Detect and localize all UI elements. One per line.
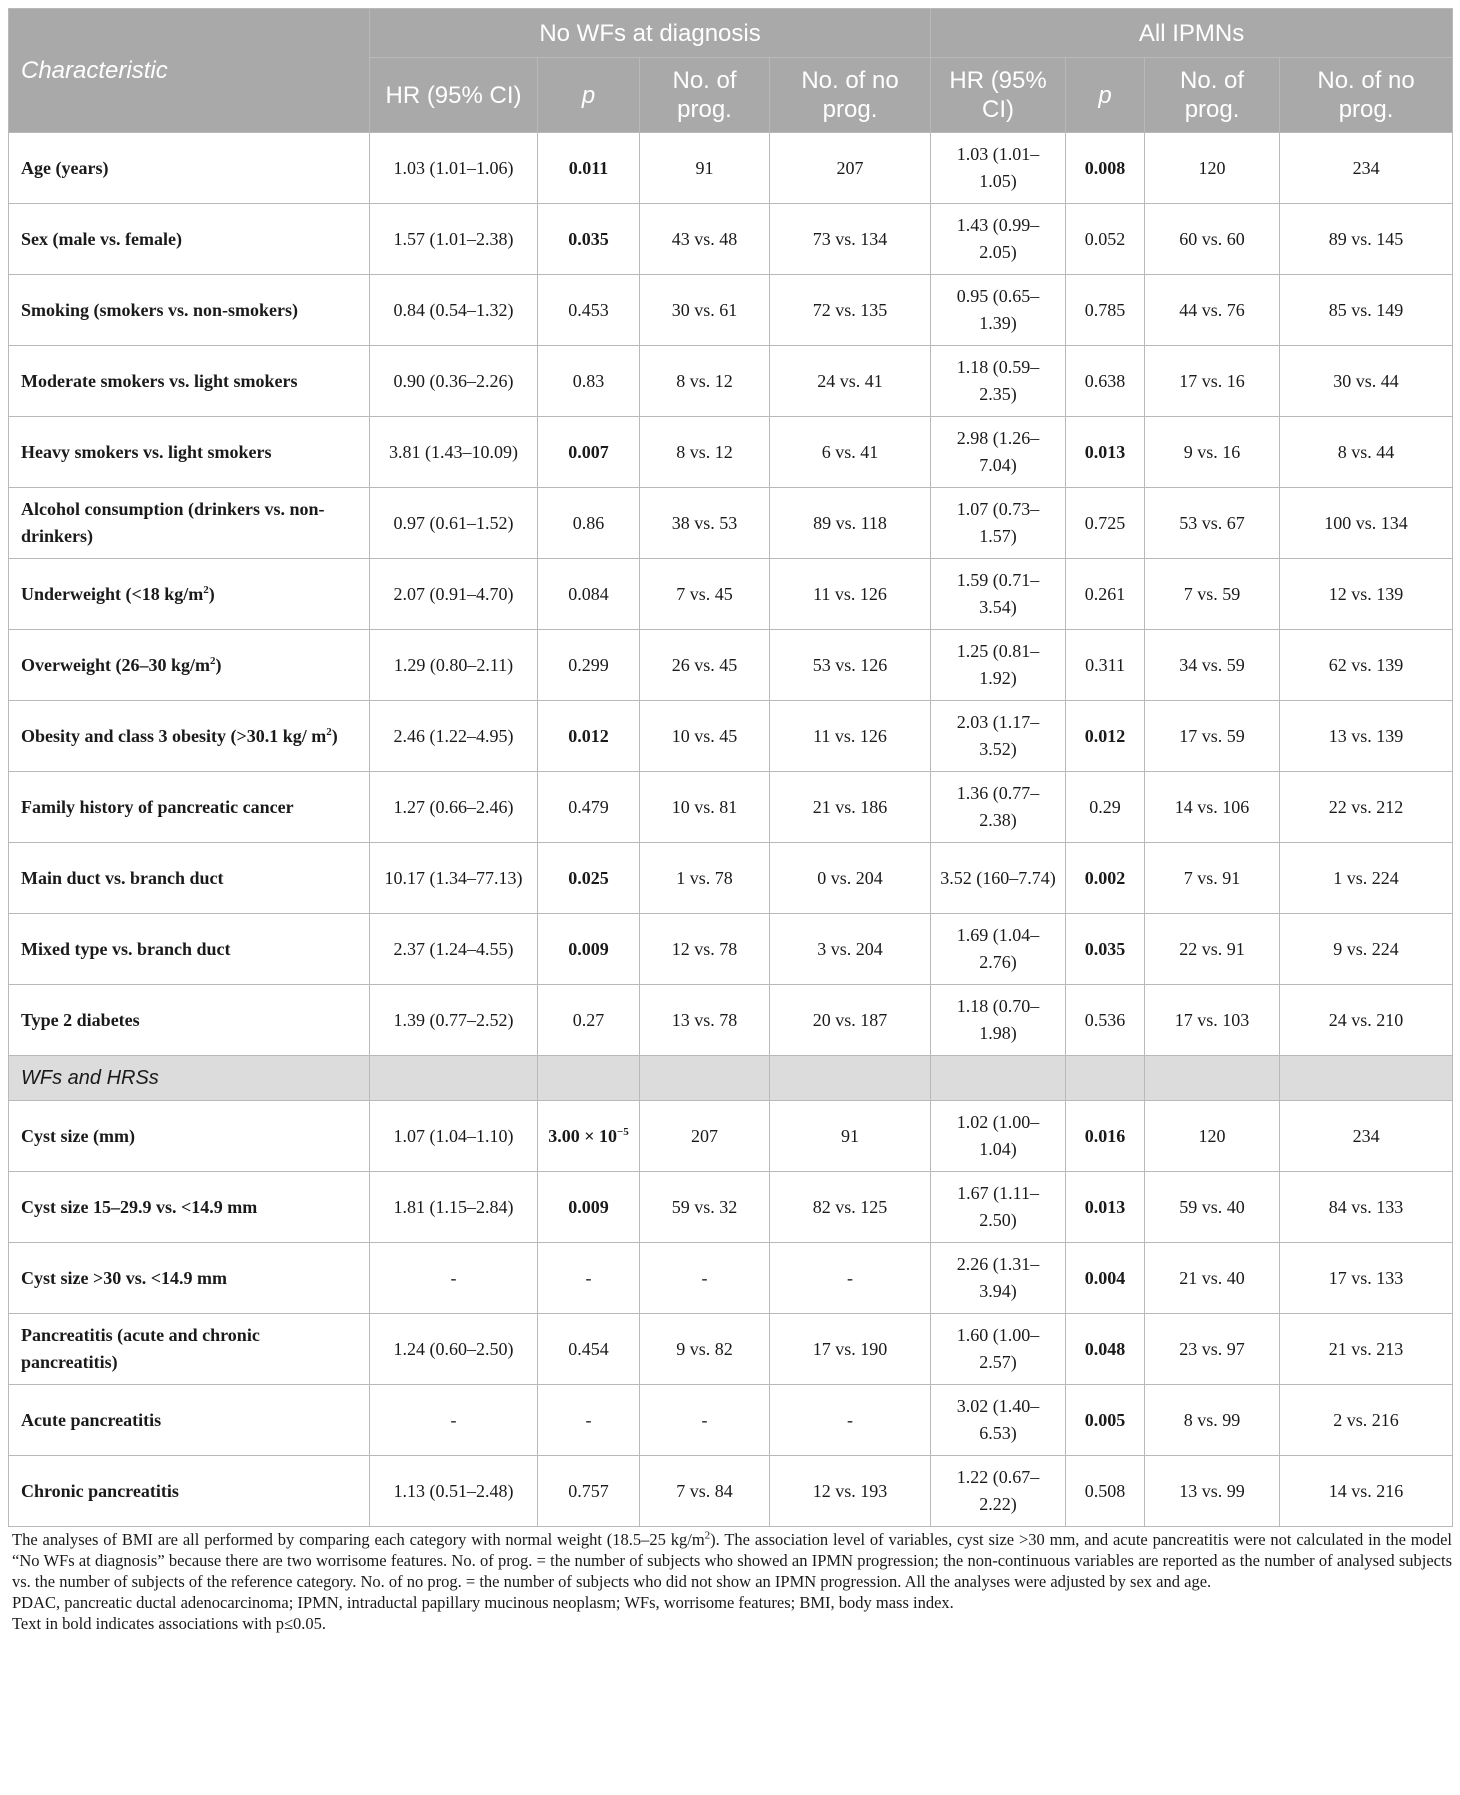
header-prog-2: No. of prog. <box>1145 58 1280 133</box>
table-row <box>9 630 1453 701</box>
table-row <box>9 204 1453 275</box>
prog-no-wfs: 10 vs. 45 <box>640 701 770 772</box>
p-no-wfs-bold: 0.007 <box>568 441 609 462</box>
hr-all-ipmns: 0.95 (0.65–1.39) <box>931 275 1066 346</box>
section-empty-cell <box>640 1056 770 1101</box>
noprog-all-ipmns: 21 vs. 213 <box>1280 1314 1453 1385</box>
row-label <box>9 275 370 346</box>
hr-all-ipmns: 1.67 (1.11–2.50) <box>931 1172 1066 1243</box>
hr-no-wfs: 2.37 (1.24–4.55) <box>370 914 538 985</box>
noprog-no-wfs: 6 vs. 41 <box>770 417 931 488</box>
table-row <box>9 417 1453 488</box>
noprog-all-ipmns: 62 vs. 139 <box>1280 630 1453 701</box>
section-empty-cell <box>931 1056 1066 1101</box>
hr-no-wfs: 1.39 (0.77–2.52) <box>370 985 538 1056</box>
table-row <box>9 1314 1453 1385</box>
p-no-wfs <box>538 701 640 772</box>
hr-no-wfs: 1.57 (1.01–2.38) <box>370 204 538 275</box>
noprog-all-ipmns: 22 vs. 212 <box>1280 772 1453 843</box>
row-label <box>9 133 370 204</box>
hr-no-wfs: - <box>370 1243 538 1314</box>
p-no-wfs-sup: −5 <box>616 1125 629 1138</box>
prog-all-ipmns: 120 <box>1145 1101 1280 1172</box>
section-empty-cell <box>1066 1056 1145 1101</box>
hr-no-wfs: 3.81 (1.43–10.09) <box>370 417 538 488</box>
p-no-wfs <box>538 417 640 488</box>
prog-all-ipmns: 9 vs. 16 <box>1145 417 1280 488</box>
hr-all-ipmns: 1.02 (1.00–1.04) <box>931 1101 1066 1172</box>
p-no-wfs <box>538 133 640 204</box>
p-no-wfs <box>538 1101 640 1172</box>
row-label <box>9 630 370 701</box>
p-all-ipmns-bold: 0.048 <box>1084 1338 1126 1359</box>
hr-all-ipmns: 1.22 (0.67–2.22) <box>931 1456 1066 1527</box>
noprog-no-wfs: 12 vs. 193 <box>770 1456 931 1527</box>
row-label <box>9 1172 370 1243</box>
section-empty-cell <box>770 1056 931 1101</box>
hr-no-wfs: 2.07 (0.91–4.70) <box>370 559 538 630</box>
prog-no-wfs: 1 vs. 78 <box>640 843 770 914</box>
row-label <box>9 559 370 630</box>
prog-all-ipmns: 7 vs. 59 <box>1145 559 1280 630</box>
row-label-text: Mixed type vs. branch duct <box>21 938 231 959</box>
prog-no-wfs: 26 vs. 45 <box>640 630 770 701</box>
hr-no-wfs: 0.84 (0.54–1.32) <box>370 275 538 346</box>
noprog-no-wfs: 82 vs. 125 <box>770 1172 931 1243</box>
noprog-all-ipmns: 17 vs. 133 <box>1280 1243 1453 1314</box>
hr-all-ipmns: 1.36 (0.77–2.38) <box>931 772 1066 843</box>
row-label-text: Moderate smokers vs. light smokers <box>21 370 298 391</box>
hr-all-ipmns: 1.18 (0.70–1.98) <box>931 985 1066 1056</box>
row-label-text: Main duct vs. branch duct <box>21 867 224 888</box>
p-all-ipmns: 0.638 <box>1066 346 1145 417</box>
p-all-ipmns <box>1066 1243 1145 1314</box>
prog-no-wfs: 30 vs. 61 <box>640 275 770 346</box>
p-all-ipmns: 0.261 <box>1066 559 1145 630</box>
p-no-wfs: 0.83 <box>538 346 640 417</box>
prog-no-wfs: 91 <box>640 133 770 204</box>
section-title: WFs and HRSs <box>9 1056 370 1101</box>
noprog-all-ipmns: 234 <box>1280 1101 1453 1172</box>
p-all-ipmns <box>1066 701 1145 772</box>
prog-all-ipmns: 17 vs. 103 <box>1145 985 1280 1056</box>
p-all-ipmns: 0.311 <box>1066 630 1145 701</box>
section-empty-cell <box>1145 1056 1280 1101</box>
prog-no-wfs: 12 vs. 78 <box>640 914 770 985</box>
noprog-no-wfs: 3 vs. 204 <box>770 914 931 985</box>
p-all-ipmns-bold: 0.013 <box>1084 441 1126 462</box>
hr-no-wfs: 0.97 (0.61–1.52) <box>370 488 538 559</box>
section-empty-cell <box>370 1056 538 1101</box>
p-no-wfs: 0.479 <box>538 772 640 843</box>
table-row <box>9 914 1453 985</box>
row-label <box>9 1101 370 1172</box>
table-row <box>9 1101 1453 1172</box>
header-noprog-2: No. of no prog. <box>1280 58 1453 133</box>
p-no-wfs: 0.757 <box>538 1456 640 1527</box>
row-label-text: Family history of pancreatic cancer <box>21 796 294 817</box>
prog-all-ipmns: 22 vs. 91 <box>1145 914 1280 985</box>
row-label-text: Cyst size 15–29.9 vs. <14.9 mm <box>21 1196 258 1217</box>
noprog-all-ipmns: 24 vs. 210 <box>1280 985 1453 1056</box>
hr-no-wfs: 1.29 (0.80–2.11) <box>370 630 538 701</box>
p-no-wfs: - <box>538 1243 640 1314</box>
noprog-no-wfs: 24 vs. 41 <box>770 346 931 417</box>
table-row <box>9 346 1453 417</box>
hr-no-wfs: 10.17 (1.34–77.13) <box>370 843 538 914</box>
noprog-no-wfs: 11 vs. 126 <box>770 701 931 772</box>
header-hr-1: HR (95% CI) <box>370 58 538 133</box>
p-all-ipmns <box>1066 1172 1145 1243</box>
row-label-text: Alcohol consumption (drinkers vs. non-drinkers) <box>21 499 325 546</box>
prog-all-ipmns: 23 vs. 97 <box>1145 1314 1280 1385</box>
row-label-text: Underweight (<18 kg/m <box>21 583 204 604</box>
results-table <box>8 8 1453 1527</box>
footnote-abbreviations: PDAC, pancreatic ductal adenocarcinoma; IPMN, intraductal papillary mucinous neoplasm; WFs, worrisome features; BMI, body mass index. <box>12 1593 954 1612</box>
noprog-all-ipmns: 9 vs. 224 <box>1280 914 1453 985</box>
prog-all-ipmns: 34 vs. 59 <box>1145 630 1280 701</box>
row-label-sup: 2 <box>326 725 332 738</box>
hr-all-ipmns: 2.98 (1.26–7.04) <box>931 417 1066 488</box>
hr-no-wfs: 0.90 (0.36–2.26) <box>370 346 538 417</box>
prog-all-ipmns: 21 vs. 40 <box>1145 1243 1280 1314</box>
footnote-bmi-b: ). The association level of variables, cyst size >30 mm, and acute pancreatitis were not calculated in the model “No WFs at diagnosis” because there are two worrisome features. No. of prog. = the number of subjects who showed an IPMN progression; the non-continuous variables are reported as the number of analysed subjects vs. the number of subjects of the reference category. No. of no prog. = the number of subjects who did not show an IPMN progression. All the analyses were adjusted by sex and age. <box>12 1530 1452 1591</box>
hr-all-ipmns: 1.69 (1.04–2.76) <box>931 914 1066 985</box>
row-label <box>9 346 370 417</box>
prog-all-ipmns: 59 vs. 40 <box>1145 1172 1280 1243</box>
p-no-wfs-base: 3.00 × 10 <box>548 1125 617 1146</box>
hr-no-wfs: - <box>370 1385 538 1456</box>
row-label <box>9 1243 370 1314</box>
header-p-2-text: p <box>1098 81 1112 109</box>
p-no-wfs: 0.453 <box>538 275 640 346</box>
p-all-ipmns: 0.052 <box>1066 204 1145 275</box>
row-label-sup: 2 <box>203 583 209 596</box>
hr-no-wfs: 1.27 (0.66–2.46) <box>370 772 538 843</box>
prog-no-wfs: - <box>640 1385 770 1456</box>
hr-all-ipmns: 1.18 (0.59–2.35) <box>931 346 1066 417</box>
p-all-ipmns <box>1066 133 1145 204</box>
noprog-all-ipmns: 89 vs. 145 <box>1280 204 1453 275</box>
hr-no-wfs: 1.07 (1.04–1.10) <box>370 1101 538 1172</box>
table-row <box>9 772 1453 843</box>
p-no-wfs: 0.86 <box>538 488 640 559</box>
p-all-ipmns-bold: 0.005 <box>1084 1409 1126 1430</box>
p-no-wfs: - <box>538 1385 640 1456</box>
table-row <box>9 843 1453 914</box>
p-no-wfs <box>538 1172 640 1243</box>
row-label-text: Pancreatitis (acute and chronic pancreatitis) <box>21 1325 260 1372</box>
row-label <box>9 914 370 985</box>
row-label-sup: 2 <box>209 654 216 667</box>
footnote-bmi-sup: 2 <box>704 1529 711 1542</box>
p-all-ipmns <box>1066 914 1145 985</box>
hr-no-wfs: 1.13 (0.51–2.48) <box>370 1456 538 1527</box>
table-row <box>9 701 1453 772</box>
prog-no-wfs: 9 vs. 82 <box>640 1314 770 1385</box>
noprog-no-wfs: 0 vs. 204 <box>770 843 931 914</box>
table-footnotes <box>8 1529 1452 1634</box>
noprog-all-ipmns: 1 vs. 224 <box>1280 843 1453 914</box>
noprog-no-wfs: 207 <box>770 133 931 204</box>
row-label <box>9 1385 370 1456</box>
noprog-all-ipmns: 84 vs. 133 <box>1280 1172 1453 1243</box>
p-no-wfs-bold: 0.009 <box>568 938 609 959</box>
header-noprog-1: No. of no prog. <box>770 58 931 133</box>
prog-no-wfs: 59 vs. 32 <box>640 1172 770 1243</box>
p-all-ipmns <box>1066 417 1145 488</box>
p-all-ipmns-bold: 0.012 <box>1084 725 1126 746</box>
row-label <box>9 772 370 843</box>
prog-all-ipmns: 17 vs. 16 <box>1145 346 1280 417</box>
p-all-ipmns: 0.508 <box>1066 1456 1145 1527</box>
prog-all-ipmns: 53 vs. 67 <box>1145 488 1280 559</box>
p-all-ipmns <box>1066 1385 1145 1456</box>
footnote-bmi-a: The analyses of BMI are all performed by comparing each category with normal weight (18.5–25 kg/m <box>12 1530 705 1549</box>
section-row <box>9 1056 1453 1101</box>
header-p-2 <box>1066 58 1145 133</box>
header-hr-2: HR (95% CI) <box>931 58 1066 133</box>
p-no-wfs: 0.27 <box>538 985 640 1056</box>
p-no-wfs-bold: 0.011 <box>568 157 609 178</box>
table-row <box>9 559 1453 630</box>
footnote-bold: Text in bold indicates associations with p≤0.05. <box>12 1614 327 1633</box>
noprog-all-ipmns: 8 vs. 44 <box>1280 417 1453 488</box>
row-label <box>9 488 370 559</box>
row-label-text: Heavy smokers vs. light smokers <box>21 441 272 462</box>
table-row <box>9 488 1453 559</box>
p-no-wfs-bold: 0.035 <box>568 228 609 249</box>
hr-no-wfs: 1.24 (0.60–2.50) <box>370 1314 538 1385</box>
table-body <box>9 133 1453 1527</box>
p-no-wfs-bold: 0.009 <box>568 1196 609 1217</box>
p-all-ipmns-bold: 0.013 <box>1084 1196 1126 1217</box>
p-all-ipmns-bold: 0.016 <box>1084 1125 1126 1146</box>
section-empty-cell <box>538 1056 640 1101</box>
p-no-wfs <box>538 204 640 275</box>
footnote-bmi <box>12 1529 1452 1592</box>
row-label-text: Cyst size (mm) <box>21 1125 135 1146</box>
hr-all-ipmns: 1.43 (0.99–2.05) <box>931 204 1066 275</box>
prog-all-ipmns: 17 vs. 59 <box>1145 701 1280 772</box>
prog-all-ipmns: 7 vs. 91 <box>1145 843 1280 914</box>
p-all-ipmns: 0.785 <box>1066 275 1145 346</box>
hr-no-wfs: 1.81 (1.15–2.84) <box>370 1172 538 1243</box>
noprog-all-ipmns: 14 vs. 216 <box>1280 1456 1453 1527</box>
hr-no-wfs: 2.46 (1.22–4.95) <box>370 701 538 772</box>
table-header <box>9 9 1453 133</box>
p-no-wfs-bold <box>548 1126 629 1146</box>
hr-all-ipmns: 3.52 (160–7.74) <box>931 843 1066 914</box>
header-p-1-text: p <box>581 81 596 109</box>
p-all-ipmns-bold: 0.008 <box>1084 157 1126 178</box>
noprog-no-wfs: 21 vs. 186 <box>770 772 931 843</box>
noprog-no-wfs: - <box>770 1243 931 1314</box>
prog-all-ipmns: 44 vs. 76 <box>1145 275 1280 346</box>
row-label-tail: ) <box>331 725 338 746</box>
section-empty-cell <box>1280 1056 1453 1101</box>
p-no-wfs <box>538 914 640 985</box>
header-group-all-ipmns: All IPMNs <box>931 9 1453 58</box>
row-label-text: Sex (male vs. female) <box>21 228 182 249</box>
header-group-no-wfs: No WFs at diagnosis <box>370 9 931 58</box>
prog-no-wfs: 8 vs. 12 <box>640 417 770 488</box>
prog-all-ipmns: 14 vs. 106 <box>1145 772 1280 843</box>
row-label-text: Chronic pancreatitis <box>21 1480 179 1501</box>
prog-all-ipmns: 120 <box>1145 133 1280 204</box>
hr-all-ipmns: 3.02 (1.40–6.53) <box>931 1385 1066 1456</box>
row-label-text: Acute pancreatitis <box>21 1409 162 1430</box>
noprog-no-wfs: 11 vs. 126 <box>770 559 931 630</box>
prog-all-ipmns: 13 vs. 99 <box>1145 1456 1280 1527</box>
header-prog-1: No. of prog. <box>640 58 770 133</box>
prog-all-ipmns: 60 vs. 60 <box>1145 204 1280 275</box>
p-all-ipmns <box>1066 1101 1145 1172</box>
p-no-wfs: 0.299 <box>538 630 640 701</box>
noprog-no-wfs: 53 vs. 126 <box>770 630 931 701</box>
p-all-ipmns: 0.725 <box>1066 488 1145 559</box>
p-all-ipmns-bold: 0.035 <box>1084 938 1126 959</box>
row-label-text: Smoking (smokers vs. non-smokers) <box>21 299 299 320</box>
hr-all-ipmns: 2.03 (1.17–3.52) <box>931 701 1066 772</box>
p-all-ipmns: 0.29 <box>1066 772 1145 843</box>
header-p-1 <box>538 58 640 133</box>
p-no-wfs-bold: 0.025 <box>568 867 609 888</box>
table-row <box>9 275 1453 346</box>
table-row <box>9 985 1453 1056</box>
p-no-wfs-bold: 0.012 <box>568 725 609 746</box>
row-label-text: Obesity and class 3 obesity (>30.1 kg/ m <box>21 725 327 746</box>
noprog-no-wfs: 89 vs. 118 <box>770 488 931 559</box>
prog-no-wfs: 7 vs. 84 <box>640 1456 770 1527</box>
prog-no-wfs: 8 vs. 12 <box>640 346 770 417</box>
row-label <box>9 843 370 914</box>
row-label <box>9 204 370 275</box>
p-all-ipmns <box>1066 843 1145 914</box>
p-all-ipmns: 0.536 <box>1066 985 1145 1056</box>
prog-no-wfs: 43 vs. 48 <box>640 204 770 275</box>
prog-no-wfs: 13 vs. 78 <box>640 985 770 1056</box>
prog-all-ipmns: 8 vs. 99 <box>1145 1385 1280 1456</box>
row-label <box>9 985 370 1056</box>
noprog-all-ipmns: 13 vs. 139 <box>1280 701 1453 772</box>
row-label-text: Cyst size >30 vs. <14.9 mm <box>21 1267 227 1288</box>
p-no-wfs: 0.084 <box>538 559 640 630</box>
hr-all-ipmns: 1.03 (1.01–1.05) <box>931 133 1066 204</box>
row-label-text: Overweight (26–30 kg/m <box>21 654 210 675</box>
table-row <box>9 1172 1453 1243</box>
prog-no-wfs: 207 <box>640 1101 770 1172</box>
noprog-no-wfs: 73 vs. 134 <box>770 204 931 275</box>
noprog-no-wfs: 20 vs. 187 <box>770 985 931 1056</box>
table-row <box>9 1456 1453 1527</box>
hr-all-ipmns: 1.07 (0.73–1.57) <box>931 488 1066 559</box>
row-label <box>9 417 370 488</box>
row-label-text: Type 2 diabetes <box>21 1009 140 1030</box>
noprog-all-ipmns: 85 vs. 149 <box>1280 275 1453 346</box>
row-label <box>9 701 370 772</box>
noprog-all-ipmns: 30 vs. 44 <box>1280 346 1453 417</box>
hr-all-ipmns: 1.60 (1.00–2.57) <box>931 1314 1066 1385</box>
table-container <box>8 8 1452 1634</box>
p-all-ipmns <box>1066 1314 1145 1385</box>
noprog-no-wfs: 72 vs. 135 <box>770 275 931 346</box>
p-all-ipmns-bold: 0.004 <box>1084 1267 1126 1288</box>
noprog-all-ipmns: 234 <box>1280 133 1453 204</box>
noprog-no-wfs: 91 <box>770 1101 931 1172</box>
p-all-ipmns-bold: 0.002 <box>1084 867 1126 888</box>
hr-all-ipmns: 1.59 (0.71–3.54) <box>931 559 1066 630</box>
prog-no-wfs: - <box>640 1243 770 1314</box>
table-row <box>9 1385 1453 1456</box>
noprog-all-ipmns: 100 vs. 134 <box>1280 488 1453 559</box>
row-label <box>9 1456 370 1527</box>
hr-all-ipmns: 1.25 (0.81–1.92) <box>931 630 1066 701</box>
hr-no-wfs: 1.03 (1.01–1.06) <box>370 133 538 204</box>
row-label-tail: ) <box>215 654 222 675</box>
table-row <box>9 1243 1453 1314</box>
row-label-text: Age (years) <box>21 157 109 178</box>
prog-no-wfs: 10 vs. 81 <box>640 772 770 843</box>
row-label <box>9 1314 370 1385</box>
prog-no-wfs: 38 vs. 53 <box>640 488 770 559</box>
p-no-wfs: 0.454 <box>538 1314 640 1385</box>
noprog-all-ipmns: 2 vs. 216 <box>1280 1385 1453 1456</box>
prog-no-wfs: 7 vs. 45 <box>640 559 770 630</box>
hr-all-ipmns: 2.26 (1.31–3.94) <box>931 1243 1066 1314</box>
table-row <box>9 133 1453 204</box>
row-label-tail: ) <box>208 583 215 604</box>
noprog-no-wfs: - <box>770 1385 931 1456</box>
noprog-all-ipmns: 12 vs. 139 <box>1280 559 1453 630</box>
p-no-wfs <box>538 843 640 914</box>
header-characteristic: Characteristic <box>9 9 370 133</box>
noprog-no-wfs: 17 vs. 190 <box>770 1314 931 1385</box>
